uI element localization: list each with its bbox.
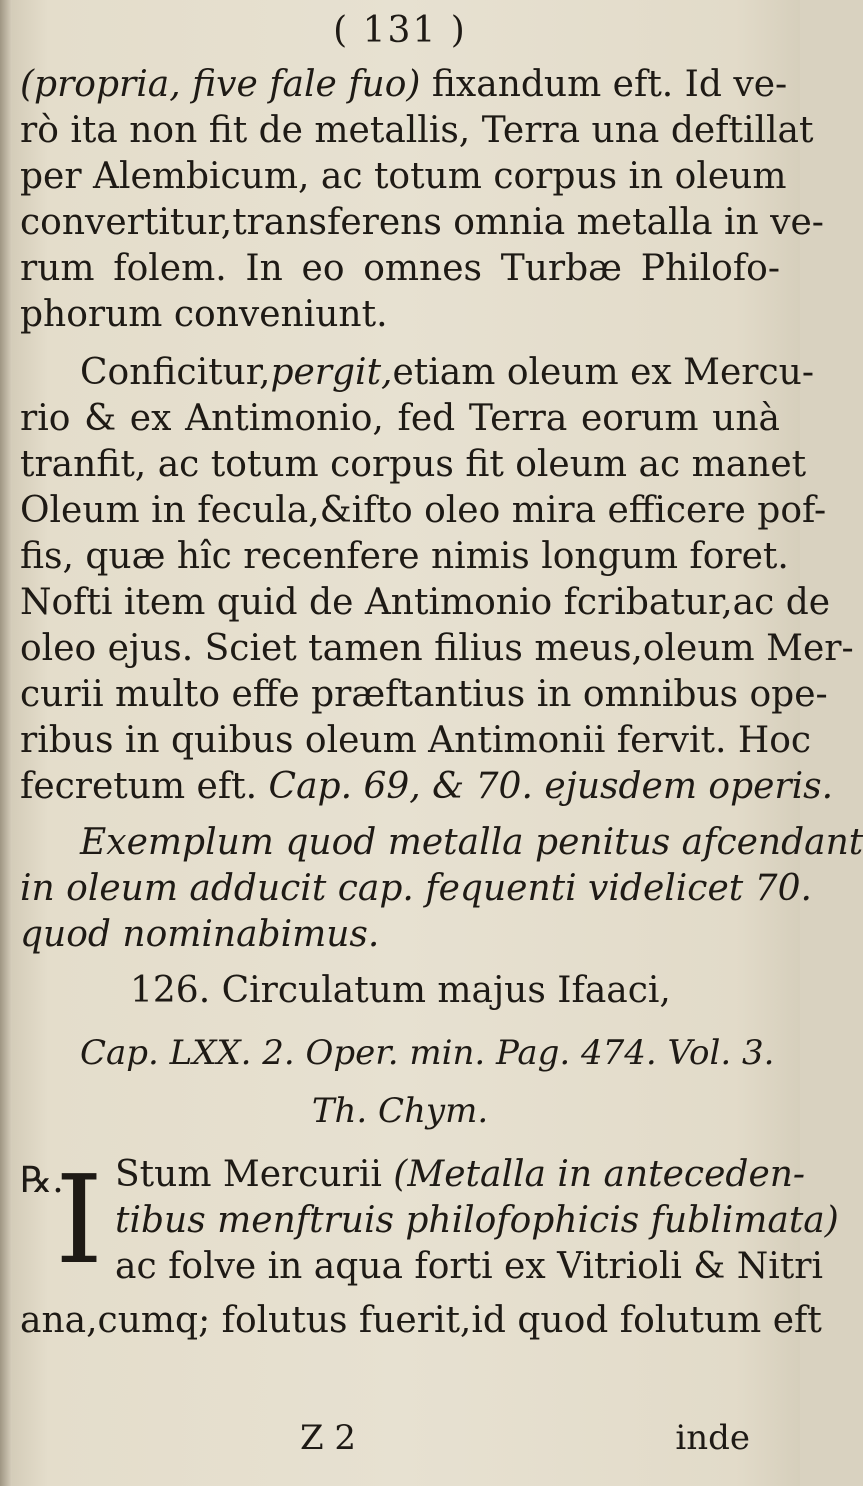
text-line: in oleum adducit cap. fequenti videlicet 70. [20, 868, 812, 909]
text-run: Conficitur, [80, 352, 271, 393]
signature-mark: Z 2 [300, 1418, 357, 1458]
text-line [20, 764, 834, 810]
text-line [20, 62, 788, 108]
italic-reference: Cap. 69, & 70. ejusdem operis. [268, 766, 834, 807]
page-footer [20, 1418, 780, 1464]
text-line: tranfit, ac totum corpus fit oleum ac manet [20, 444, 807, 485]
catchword: inde [675, 1418, 750, 1458]
text-line [20, 350, 815, 396]
section-source: Th. Chym. [311, 1091, 489, 1131]
italic-phrase: (Metalla in anteceden- [393, 1154, 806, 1195]
text-run: Stum Mercurii [115, 1154, 394, 1195]
text-line [115, 1152, 806, 1198]
text-line: per Alembicum, ac totum corpus in oleum [20, 156, 787, 197]
text-line: fis, quæ hîc recenfere nimis longum foret. [20, 536, 789, 577]
recipe-symbol: ℞. [20, 1160, 64, 1201]
text-line: rò ita non fit de metallis, Terra una deftillat [20, 110, 814, 151]
italic-phrase: pergit, [270, 352, 393, 393]
text-line: phorum conveniunt. [20, 294, 388, 335]
page-number: ( 131 ) [333, 10, 467, 51]
text-line: Oleum in fecula,&ifto oleo mira efficere pof- [20, 490, 827, 531]
text-line: tibus menftruis philofophicis fublimata) [115, 1200, 839, 1241]
text-run: fixandum eft. Id ve- [420, 64, 788, 105]
drop-capital: I [55, 1149, 104, 1291]
text-line: curii multo effe præftantius in omnibus ope- [20, 674, 828, 715]
text-line: Exemplum quod metalla penitus afcendant [80, 822, 863, 863]
page-gutter [0, 0, 12, 1486]
text-line: ana,cumq; folutus fuerit,id quod folutum eft [20, 1300, 822, 1341]
section-title: 126. Circulatum majus Ifaaci, [130, 970, 671, 1011]
text-line: Nofti item quid de Antimonio fcribatur,ac de [20, 582, 831, 623]
text-line: quod nominabimus. [20, 914, 380, 955]
text-line: rum folem. In eo omnes Turbæ Philofo- [20, 248, 780, 289]
section-reference: Cap. LXX. 2. Oper. min. Pag. 474. Vol. 3. [80, 1033, 775, 1073]
text-line: ribus in quibus oleum Antimonii fervit. Hoc [20, 720, 812, 761]
text-line: convertitur,transferens omnia metalla in ve- [20, 202, 824, 243]
text-line: ac folve in aqua forti ex Vitrioli & Nitri [115, 1246, 823, 1287]
text-line: oleo ejus. Sciet tamen filius meus,oleum Mer- [20, 628, 854, 669]
text-line: rio & ex Antimonio, fed Terra eorum unà [20, 398, 780, 439]
text-run: etiam oleum ex Mercu- [392, 352, 815, 393]
italic-phrase: (propria, five fale fuo) [20, 64, 421, 105]
text-run: fecretum eft. [20, 766, 269, 807]
